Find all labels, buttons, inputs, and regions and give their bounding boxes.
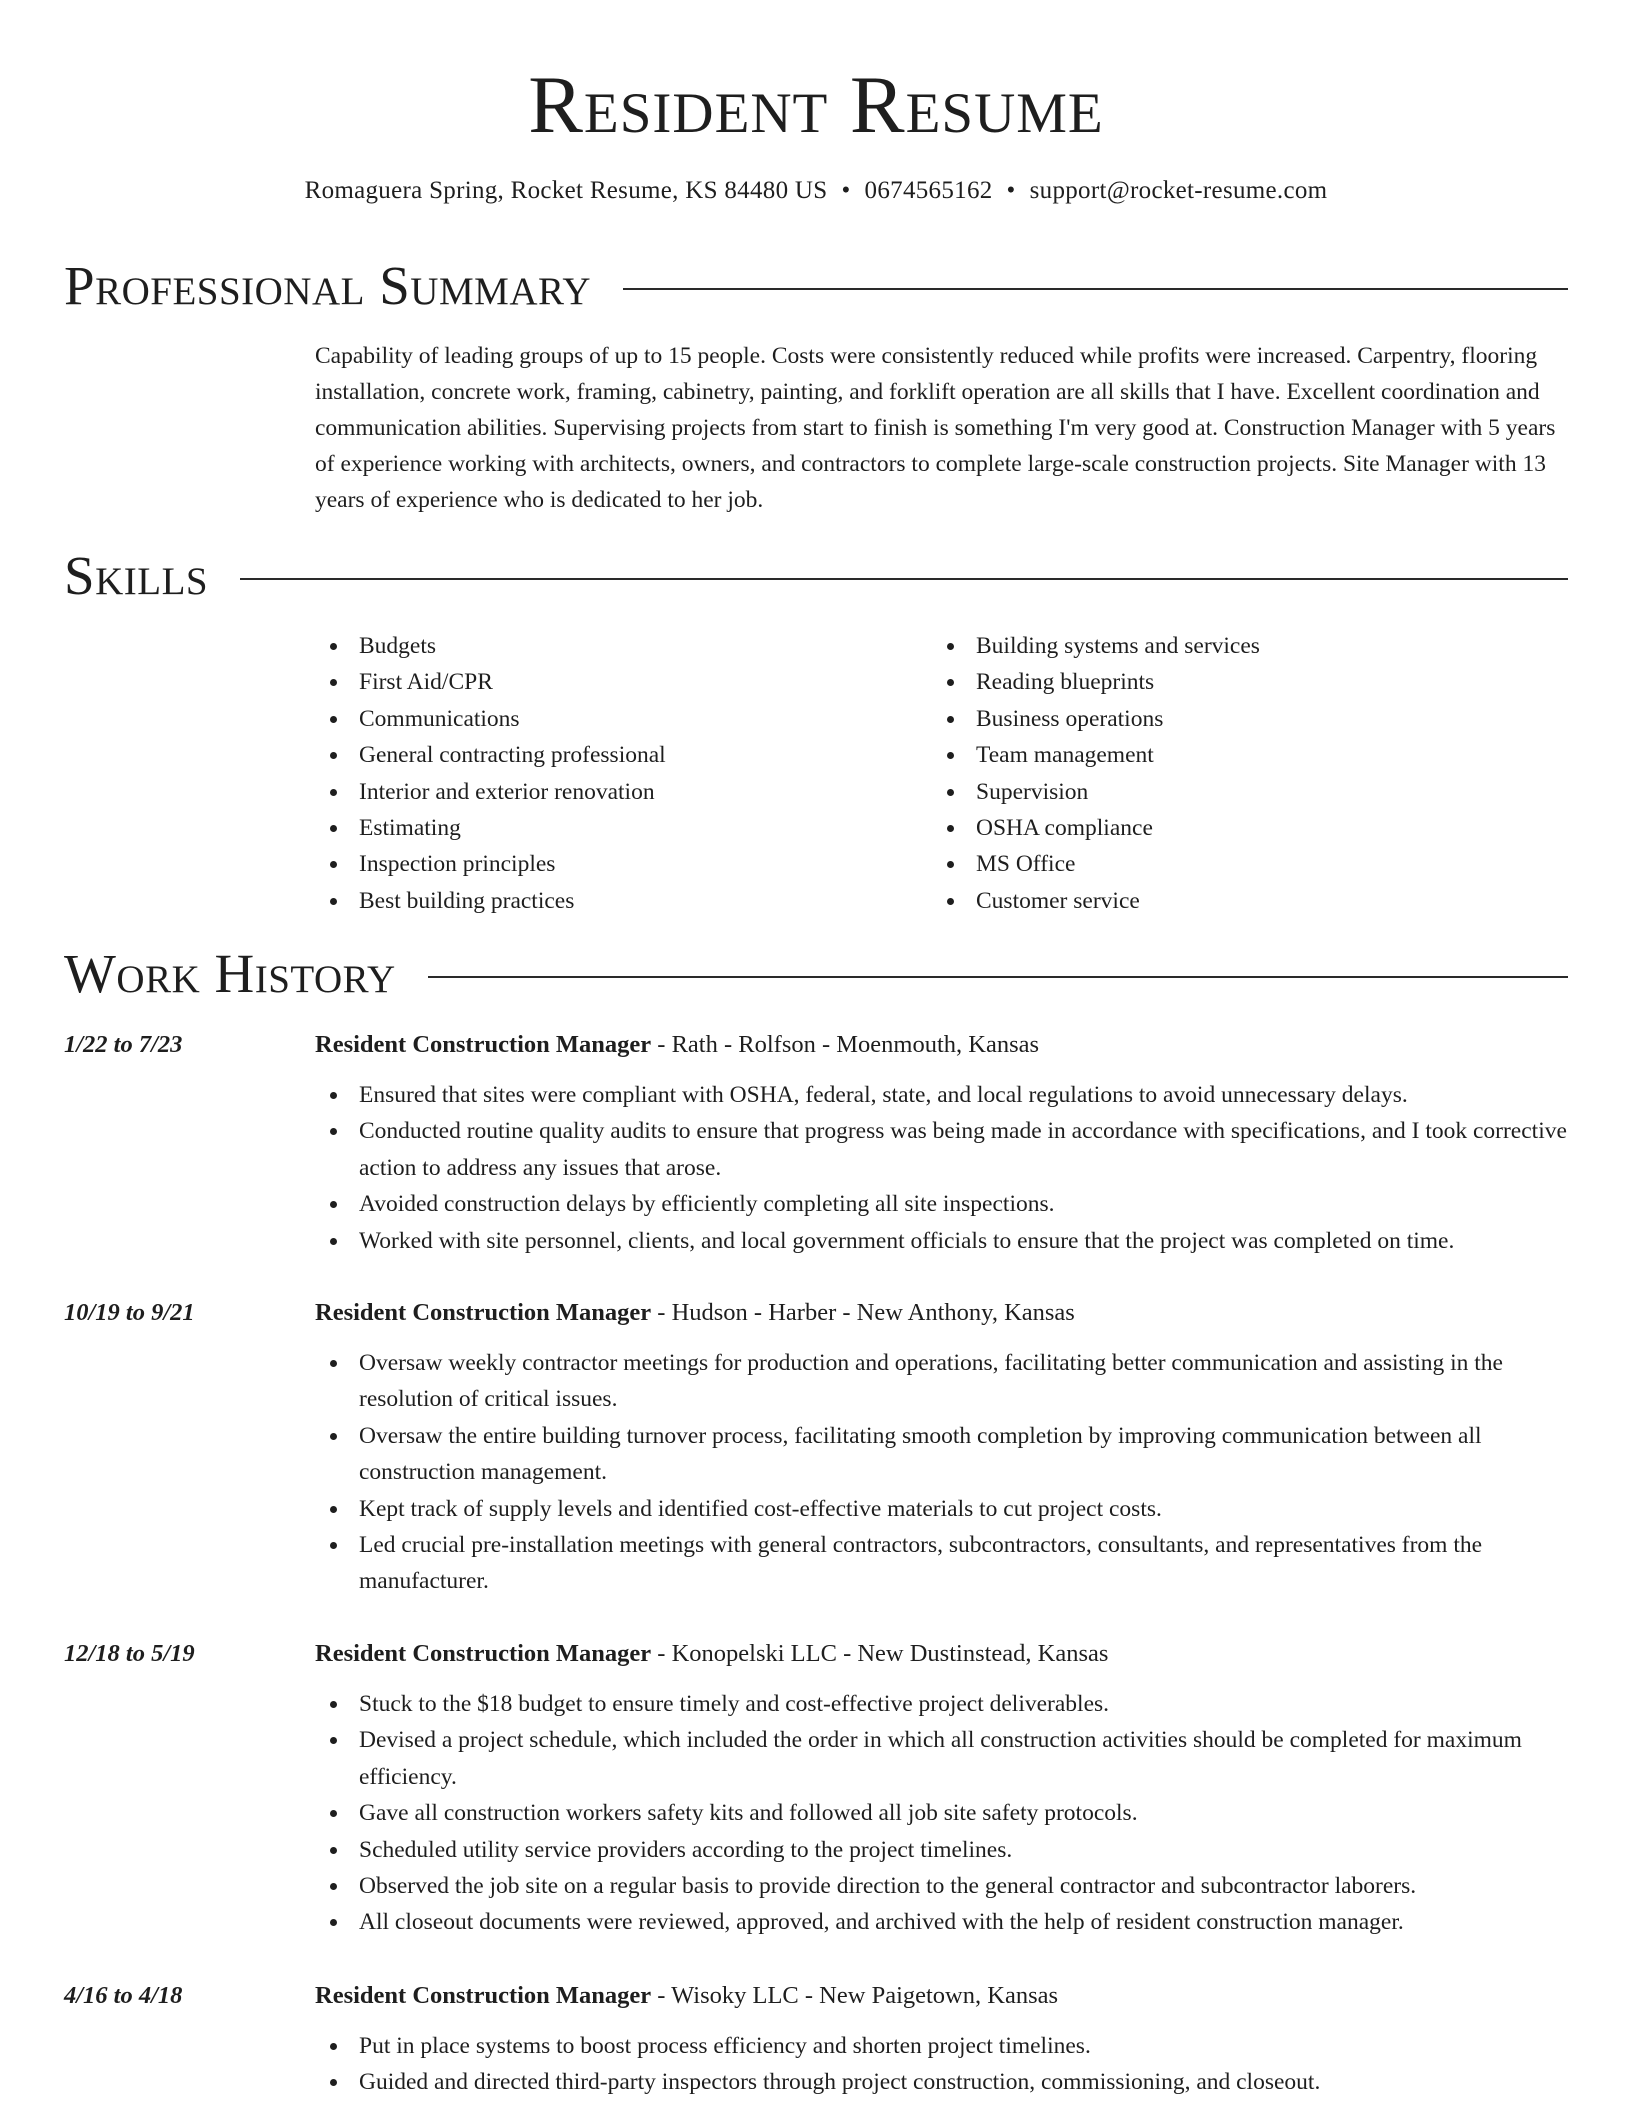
contact-separator: • <box>1006 177 1016 204</box>
section-divider <box>623 288 1568 290</box>
skills-heading <box>64 544 1568 608</box>
job-dates: 10/19 to 9/21 <box>64 1299 195 1326</box>
contact-separator: • <box>841 177 851 204</box>
job-bullet: Ensured that sites were compliant with OSHA, federal, state, and local regulations to avoid unnecessary delays. <box>315 1077 1577 1113</box>
job-bullet: Oversaw weekly contractor meetings for production and operations, facilitating better communication and assisting in the resolution of critical issues. <box>315 1345 1577 1418</box>
skills-list <box>315 628 1577 919</box>
skill-item: Team management <box>932 737 1549 773</box>
job-dates: 1/22 to 7/23 <box>64 1031 183 1058</box>
job-bullet: Worked with site personnel, clients, and local government officials to ensure that the project was completed on time. <box>315 1223 1577 1259</box>
skill-item: Communications <box>315 701 932 737</box>
work-heading <box>64 942 1568 1006</box>
job-dates: 4/16 to 4/18 <box>64 1982 183 2009</box>
job-company: - Rath - Rolfson - Moenmouth, Kansas <box>651 1031 1040 1058</box>
job-title-line <box>315 1027 1039 1063</box>
job-title: Resident Construction Manager <box>315 1982 652 2009</box>
skill-item: OSHA compliance <box>932 810 1549 846</box>
skill-item: Best building practices <box>315 883 932 919</box>
contact-address: Romaguera Spring, Rocket Resume, KS 84480 US <box>304 177 828 204</box>
job-company: - Konopelski LLC - New Dustinstead, Kansas <box>651 1640 1109 1667</box>
job-bullet: Stuck to the $18 budget to ensure timely and cost-effective project deliverables. <box>315 1686 1577 1722</box>
job-bullet: All closeout documents were reviewed, approved, and archived with the help of resident construction manager. <box>315 1904 1577 1940</box>
skills-column-left <box>315 628 932 919</box>
job-bullet: Observed the job site on a regular basis to provide direction to the general contractor and subcontractor laborers. <box>315 1868 1577 1904</box>
resume-name: Resident Resume <box>528 59 1104 150</box>
job-company: - Wisoky LLC - New Paigetown, Kansas <box>651 1982 1059 2009</box>
skill-item: Inspection principles <box>315 846 932 882</box>
skill-item: General contracting professional <box>315 737 932 773</box>
skill-item: Budgets <box>315 628 932 664</box>
job-bullet: Oversaw the entire building turnover process, facilitating smooth completion by improving communication between all construction management. <box>315 1418 1577 1491</box>
section-divider <box>240 578 1568 580</box>
section-divider <box>428 976 1568 978</box>
summary-title: Professional Summary <box>64 255 592 316</box>
skill-item: Reading blueprints <box>932 664 1549 700</box>
job-bullet: Conducted routine quality audits to ensure that progress was being made in accordance with specifications, and I took corrective action to address any issues that arose. <box>315 1113 1577 1186</box>
skill-item: Building systems and services <box>932 628 1549 664</box>
job-bullet: Put in place systems to boost process efficiency and shorten project timelines. <box>315 2028 1577 2064</box>
job-title: Resident Construction Manager <box>315 1299 652 1326</box>
job-company: - Hudson - Harber - New Anthony, Kansas <box>651 1299 1075 1326</box>
job-bullets <box>315 1686 1577 1941</box>
job-title: Resident Construction Manager <box>315 1640 652 1667</box>
job-bullet: Avoided construction delays by efficiently completing all site inspections. <box>315 1186 1577 1222</box>
job-title: Resident Construction Manager <box>315 1031 652 1058</box>
work-title: Work History <box>64 943 396 1004</box>
contact-phone: 0674565162 <box>864 177 993 204</box>
job-bullet: Gave all construction workers safety kits and followed all job site safety protocols. <box>315 1795 1577 1831</box>
skill-item: Interior and exterior renovation <box>315 774 932 810</box>
job-bullets <box>315 2028 1577 2101</box>
job-bullet: Devised a project schedule, which included the order in which all construction activities should be completed for maximum efficiency. <box>315 1722 1577 1795</box>
job-dates: 12/18 to 5/19 <box>64 1640 195 1667</box>
skill-item: First Aid/CPR <box>315 664 932 700</box>
contact-line <box>0 174 1632 208</box>
skill-item: MS Office <box>932 846 1549 882</box>
job-bullet: Led crucial pre-installation meetings with general contractors, subcontractors, consultants, and representatives from the manufacturer. <box>315 1527 1577 1600</box>
summary-text: Capability of leading groups of up to 15 people. Costs were consistently reduced while profits were increased. Carpentry, flooring installation, concrete work, framing, cabinetry, painting, and forklift operation are all skills that I have. Excellent coordination and communication abilities. Supervising projects from start to finish is something I'm very good at. Construction Manager with 5 years of experience working with architects, owners, and contractors to complete large-scale construction projects. Site Manager with 13 years of experience who is dedicated to her job. <box>315 343 1556 513</box>
job-title-line <box>315 1636 1108 1672</box>
skills-title: Skills <box>64 545 209 606</box>
skills-column-right <box>932 628 1549 919</box>
job-title-line <box>315 1978 1058 2014</box>
skill-item: Estimating <box>315 810 932 846</box>
skill-item: Customer service <box>932 883 1549 919</box>
skill-item: Business operations <box>932 701 1549 737</box>
summary-heading <box>64 254 1568 318</box>
job-title-line <box>315 1295 1075 1331</box>
skill-item: Supervision <box>932 774 1549 810</box>
job-bullet: Kept track of supply levels and identified cost-effective materials to cut project costs. <box>315 1491 1577 1527</box>
job-bullets <box>315 1345 1577 1600</box>
job-bullet: Guided and directed third-party inspectors through project construction, commissioning, and closeout. <box>315 2064 1577 2100</box>
job-bullets <box>315 1077 1577 1259</box>
contact-email: support@rocket-resume.com <box>1029 177 1328 204</box>
job-bullet: Scheduled utility service providers according to the project timelines. <box>315 1832 1577 1868</box>
